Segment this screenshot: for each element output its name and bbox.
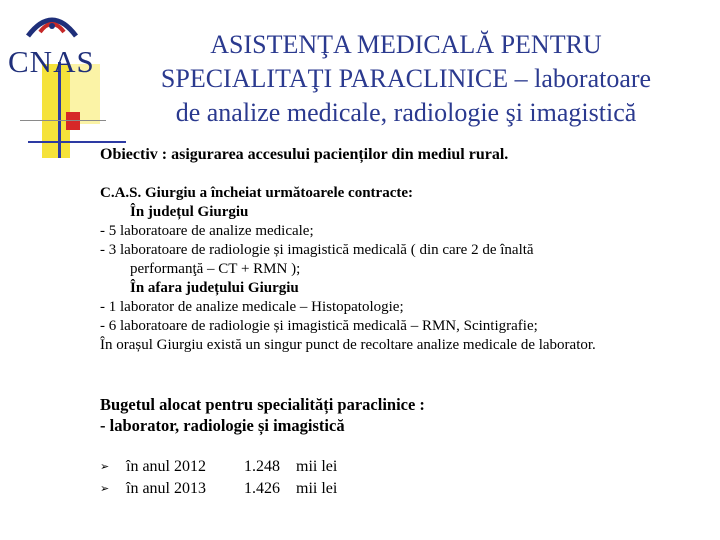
deco-blue-horizontal-bar [28,141,126,143]
arrow-bullet-icon: ➢ [100,461,110,473]
title-line-3: de analize medicale, radiologie şi imagistică [175,98,637,127]
budget-years-list [100,456,500,500]
objective-text: Obiectiv : asigurarea accesului pacienților din mediul rural. [100,146,509,163]
slide-title [96,28,716,130]
budget-section [100,394,700,436]
giurgiu-collection-point: În orașul Giurgiu există un singur punct de recoltare analize medicale de laborator. [100,337,596,353]
cnas-logo-text: CNAS [8,44,95,79]
deco-red-block [66,112,80,130]
cnas-logo-icon [24,6,80,40]
title-line-2: SPECIALITAŢI PARACLINICE – laboratoare [160,64,652,93]
year-value: 1.426 [244,480,280,497]
list-item [100,478,500,500]
in-county-heading: În județul Giurgiu [130,204,249,220]
in-county-item-2: - 3 laboratoare de radiologie și imagistică medicală ( din care 2 de înaltă [100,242,534,258]
budget-line-1: Bugetul alocat pentru specialități paraclinice : [100,395,425,414]
contracts-intro: C.A.S. Giurgiu a încheiat următoarele contracte: [100,185,414,201]
arrow-bullet-icon: ➢ [100,483,110,495]
year-label: în anul 2012 [126,458,206,475]
in-county-item-2-cont: performanţă – CT + RMN ); [130,261,301,277]
list-item [100,456,500,478]
budget-line-2: - laborator, radiologie și imagistică [100,416,345,435]
outside-heading: În afara județului Giurgiu [130,280,299,296]
deco-gray-line [20,120,106,121]
outside-item-1: - 1 laborator de analize medicale – Histopatologie; [100,299,404,315]
year-unit: mii lei [296,458,338,475]
contracts-section [100,184,710,355]
in-county-item-1: - 5 laboratoare de analize medicale; [100,223,314,239]
year-value: 1.248 [244,458,280,475]
outside-item-2: - 6 laboratoare de radiologie și imagistică medicală – RMN, Scintigrafie; [100,318,538,334]
year-unit: mii lei [296,480,338,497]
year-label: în anul 2013 [126,480,206,497]
title-line-1: ASISTENŢA MEDICALĂ PENTRU [210,30,602,59]
